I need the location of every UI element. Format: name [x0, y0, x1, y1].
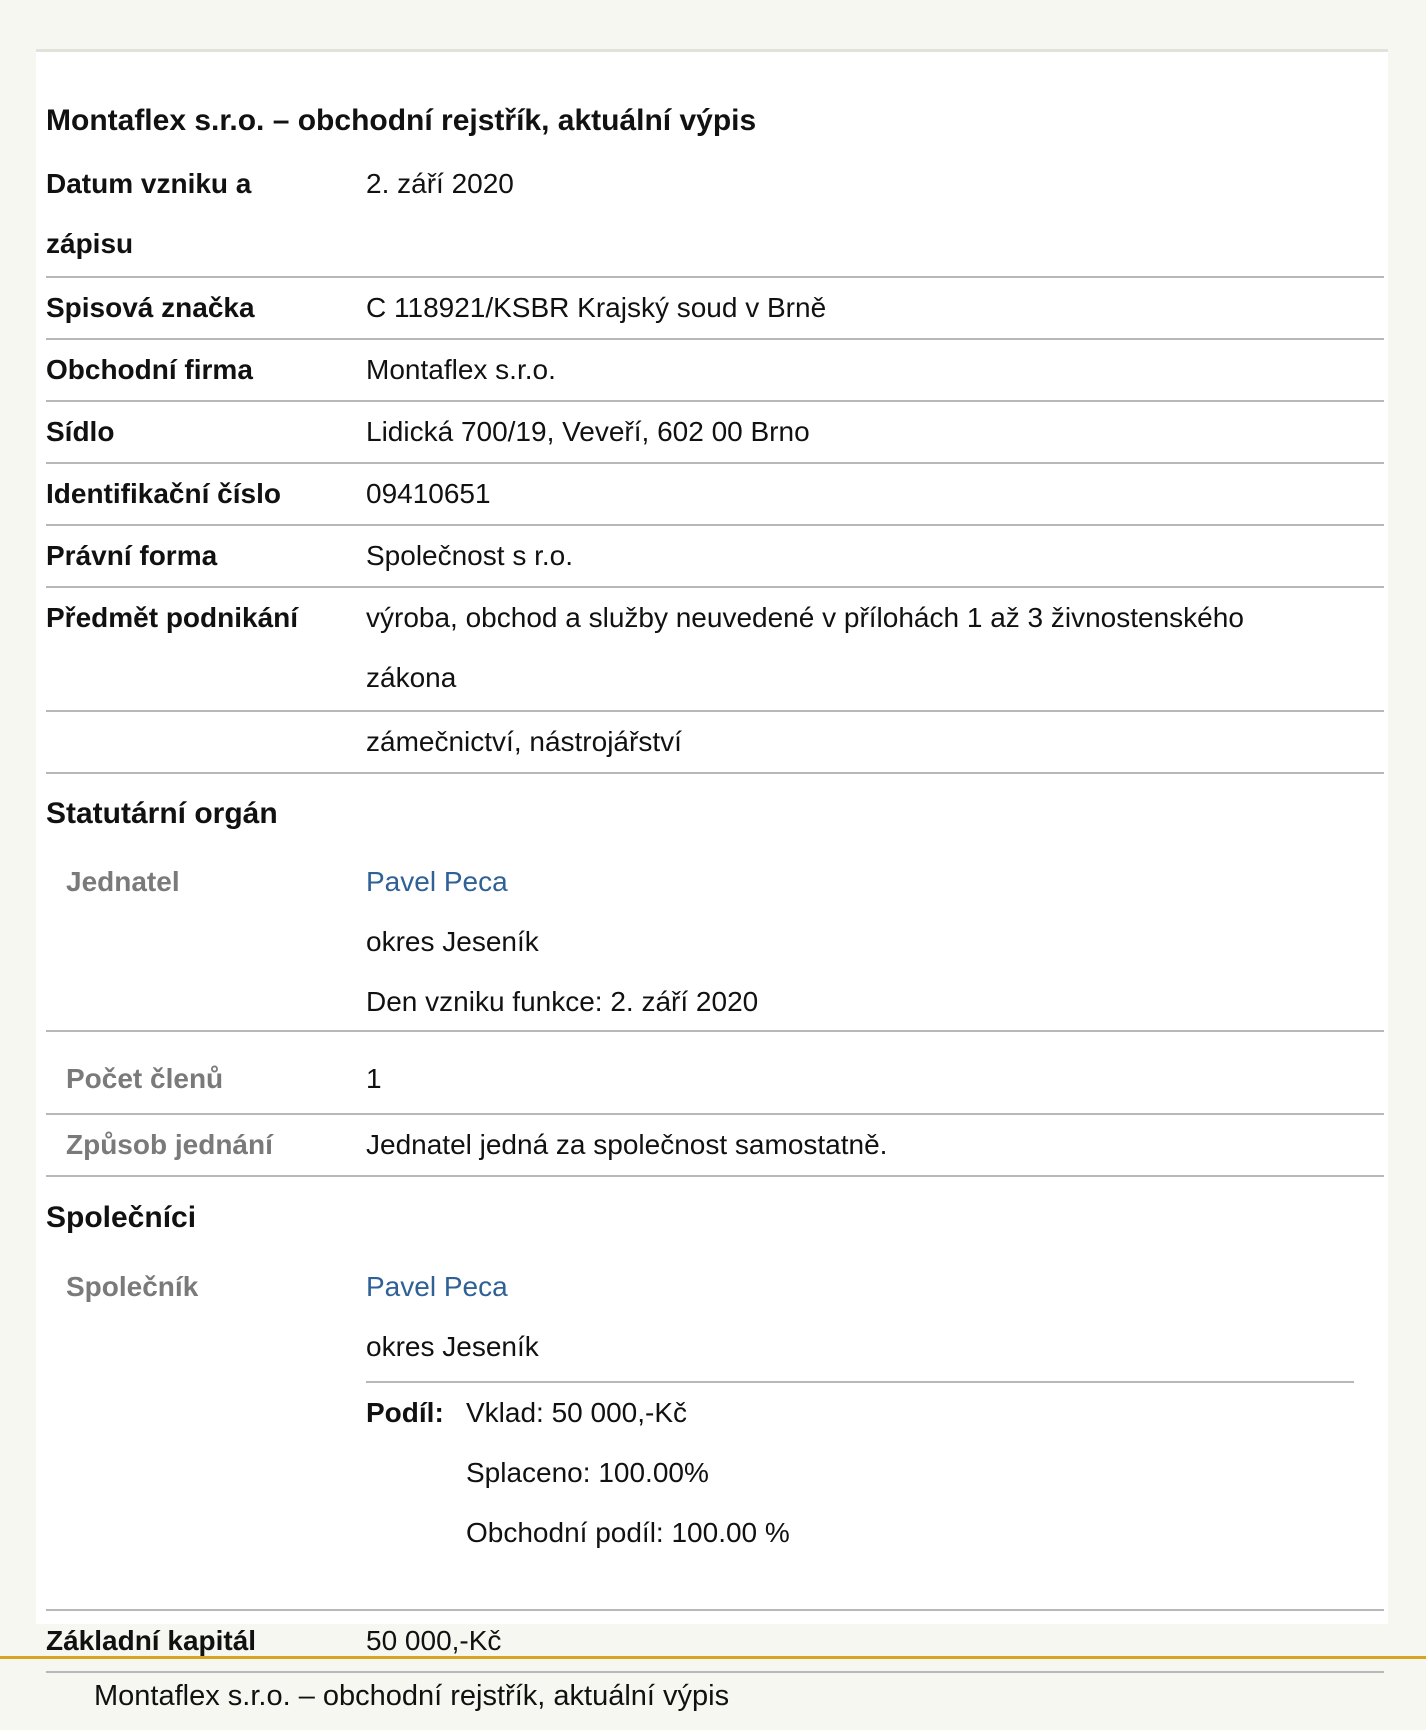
row-jednatel — [46, 852, 1384, 1032]
jednatel-okres: okres Jeseník — [366, 926, 539, 957]
footer-divider — [0, 1656, 1426, 1659]
sidlo-label: Sídlo — [46, 416, 115, 447]
footer-title: Montaflex s.r.o. – obchodní rejstřík, aktuální výpis — [94, 1680, 730, 1712]
spisova-label: Spisová značka — [46, 292, 255, 323]
spolecnici-heading: Společníci — [46, 1201, 197, 1234]
row-spolecnik — [46, 1257, 1384, 1611]
row-sidlo — [46, 402, 1384, 464]
predmet-value-1-line1: výroba, obchod a služby neuvedené v přílohách 1 až 3 živnostenského — [366, 602, 1244, 633]
podil-vklad: Vklad: 50 000,-Kč — [466, 1397, 688, 1428]
zpusob-label: Způsob jednání — [66, 1129, 273, 1160]
statutarni-heading: Statutární orgán — [46, 797, 278, 830]
spolecnik-name-link[interactable]: Pavel Peca — [366, 1271, 508, 1302]
predmet-label: Předmět podnikání — [46, 602, 299, 633]
spolecnik-label: Společník — [66, 1271, 199, 1302]
spisova-value: C 118921/KSBR Krajský soud v Brně — [366, 292, 827, 323]
row-predmet-podnikani-2 — [46, 712, 1384, 774]
zpusob-value: Jednatel jedná za společnost samostatně. — [366, 1129, 888, 1160]
row-zpusob-jednani — [46, 1115, 1384, 1177]
firma-label: Obchodní firma — [46, 354, 253, 385]
predmet-value-2: zámečnictví, nástrojářství — [366, 726, 682, 757]
jednatel-label: Jednatel — [66, 866, 180, 897]
row-identifikacni-cislo — [46, 464, 1384, 526]
kapital-value: 50 000,-Kč — [366, 1625, 502, 1656]
podil-label: Podíl: — [366, 1397, 444, 1428]
datum-label-line2: zápisu — [46, 228, 134, 259]
forma-value: Společnost s r.o. — [366, 540, 574, 571]
row-obchodni-firma — [46, 340, 1384, 402]
row-spisova-znacka — [46, 278, 1384, 340]
jednatel-den-vzniku: Den vzniku funkce: 2. září 2020 — [366, 986, 759, 1017]
ico-label: Identifikační číslo — [46, 478, 281, 509]
forma-label: Právní forma — [46, 540, 218, 571]
row-zakladni-kapital — [46, 1611, 1384, 1673]
datum-value: 2. září 2020 — [366, 168, 514, 199]
row-datum-vzniku — [46, 154, 1384, 278]
pocet-label: Počet členů — [66, 1063, 224, 1094]
row-pravni-forma — [46, 526, 1384, 588]
row-predmet-podnikani — [46, 588, 1384, 712]
sidlo-value: Lidická 700/19, Veveří, 602 00 Brno — [366, 416, 810, 447]
podil-splaceno: Splaceno: 100.00% — [466, 1457, 709, 1488]
register-extract-card — [36, 49, 1388, 1656]
jednatel-name-link[interactable]: Pavel Peca — [366, 866, 508, 897]
datum-label-line1: Datum vzniku a — [46, 168, 252, 199]
firma-value: Montaflex s.r.o. — [366, 354, 556, 385]
predmet-value-1-line2: zákona — [366, 662, 457, 693]
pocet-value: 1 — [366, 1063, 382, 1094]
ico-value: 09410651 — [366, 478, 491, 509]
document-title: Montaflex s.r.o. – obchodní rejstřík, aktuální výpis — [46, 104, 757, 137]
row-pocet-clenu — [46, 1043, 1384, 1115]
kapital-label: Základní kapitál — [46, 1625, 257, 1656]
podil-obchodni-podil: Obchodní podíl: 100.00 % — [466, 1517, 790, 1548]
spolecnik-okres: okres Jeseník — [366, 1331, 539, 1362]
